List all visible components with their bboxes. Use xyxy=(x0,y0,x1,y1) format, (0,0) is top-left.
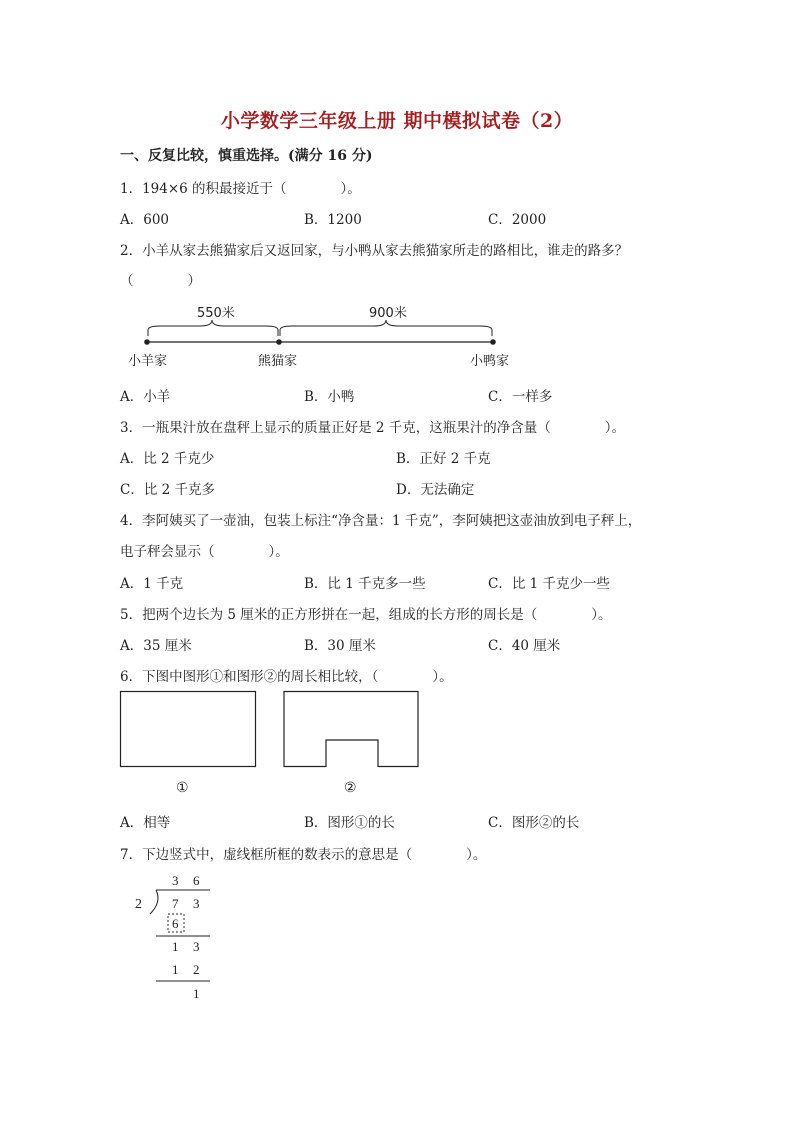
q5-option-c: C．40 厘米 xyxy=(488,638,561,654)
second-product-ones: 2 xyxy=(193,962,200,977)
q6-option-b: B．图形①的长 xyxy=(304,815,395,831)
q6-option-a: A．相等 xyxy=(120,815,171,831)
question-7: 7．下边竖式中，虚线框所框的数表示的意思是（ ）。 xyxy=(120,847,487,863)
page-title: 小学数学三年级上册 期中模拟试卷（2） xyxy=(220,110,574,132)
q2-option-a: A．小羊 xyxy=(120,389,171,405)
division-bracket xyxy=(150,890,158,914)
figure-1-label: ① xyxy=(176,780,189,796)
place-duck-home: 小鸭家 xyxy=(470,354,510,369)
dividend-ones: 3 xyxy=(193,896,200,911)
question-2-blank: （ ） xyxy=(120,273,201,289)
point-panda-home xyxy=(276,339,282,345)
q1-option-b: B．1200 xyxy=(304,212,362,228)
perimeter-figures xyxy=(118,689,423,769)
boxed-number: 6 xyxy=(172,916,179,931)
question-3: 3．一瓶果汁放在盘秤上显示的质量正好是 2 千克，这瓶果汁的净含量（ ）。 xyxy=(120,420,626,436)
quotient-tens: 3 xyxy=(172,873,179,888)
q4-option-c: C．比 1 千克少一些 xyxy=(488,576,611,592)
brace-550 xyxy=(148,320,278,336)
second-product-tens: 1 xyxy=(172,962,179,977)
question-4-cont: 电子秤会显示（ ）。 xyxy=(120,544,289,560)
distance-label-900: 900米 xyxy=(369,306,407,321)
q2-option-b: B．小鸭 xyxy=(304,389,355,405)
q1-option-c: C．2000 xyxy=(488,212,547,228)
partial-remainder-ones: 3 xyxy=(193,939,200,954)
final-remainder: 1 xyxy=(193,986,200,1001)
place-panda-home: 熊猫家 xyxy=(258,354,298,369)
q5-option-a: A．35 厘米 xyxy=(120,638,192,654)
figure-2-notched-rectangle xyxy=(284,692,418,767)
figure-2-label: ② xyxy=(344,780,357,796)
question-1: 1．194×6 的积最接近于（ ）。 xyxy=(120,181,361,197)
distance-label-550: 550米 xyxy=(197,306,235,321)
question-2: 2．小羊从家去熊猫家后又返回家，与小鸭从家去熊猫家所走的路相比，谁走的路多？ xyxy=(120,243,629,259)
q5-option-b: B．30 厘米 xyxy=(304,638,376,654)
long-division xyxy=(130,868,220,1008)
question-5: 5．把两个边长为 5 厘米的正方形拼在一起，组成的长方形的周长是（ ）。 xyxy=(120,607,612,623)
q3-option-d: D．无法确定 xyxy=(396,482,475,498)
brace-900 xyxy=(280,320,492,336)
figure-1-rectangle xyxy=(121,692,256,767)
point-duck-home xyxy=(490,339,496,345)
dividend-tens: 7 xyxy=(172,896,179,911)
q4-option-b: B．比 1 千克多一些 xyxy=(304,576,426,592)
q3-option-c: C．比 2 千克多 xyxy=(120,482,216,498)
q1-option-a: A．600 xyxy=(120,212,170,228)
question-6: 6．下图中图形①和图形②的周长相比较，（ ）。 xyxy=(120,669,453,685)
question-4: 4．李阿姨买了一壶油，包装上标注“净含量：1 千克”，李阿姨把这壶油放到电子秤上， xyxy=(120,513,642,529)
q4-option-a: A．1 千克 xyxy=(120,576,184,592)
section-heading-1: 一、反复比较，慎重选择。(满分 16 分) xyxy=(120,148,373,164)
place-sheep-home: 小羊家 xyxy=(128,354,168,369)
q3-option-b: B．正好 2 千克 xyxy=(396,451,491,467)
point-sheep-home xyxy=(144,339,150,345)
q3-option-a: A．比 2 千克少 xyxy=(120,451,215,467)
q6-option-c: C．图形②的长 xyxy=(488,815,580,831)
quotient-ones: 6 xyxy=(193,873,200,888)
partial-remainder-tens: 1 xyxy=(172,939,179,954)
divisor: 2 xyxy=(135,897,142,912)
q2-option-c: C．一样多 xyxy=(488,389,553,405)
